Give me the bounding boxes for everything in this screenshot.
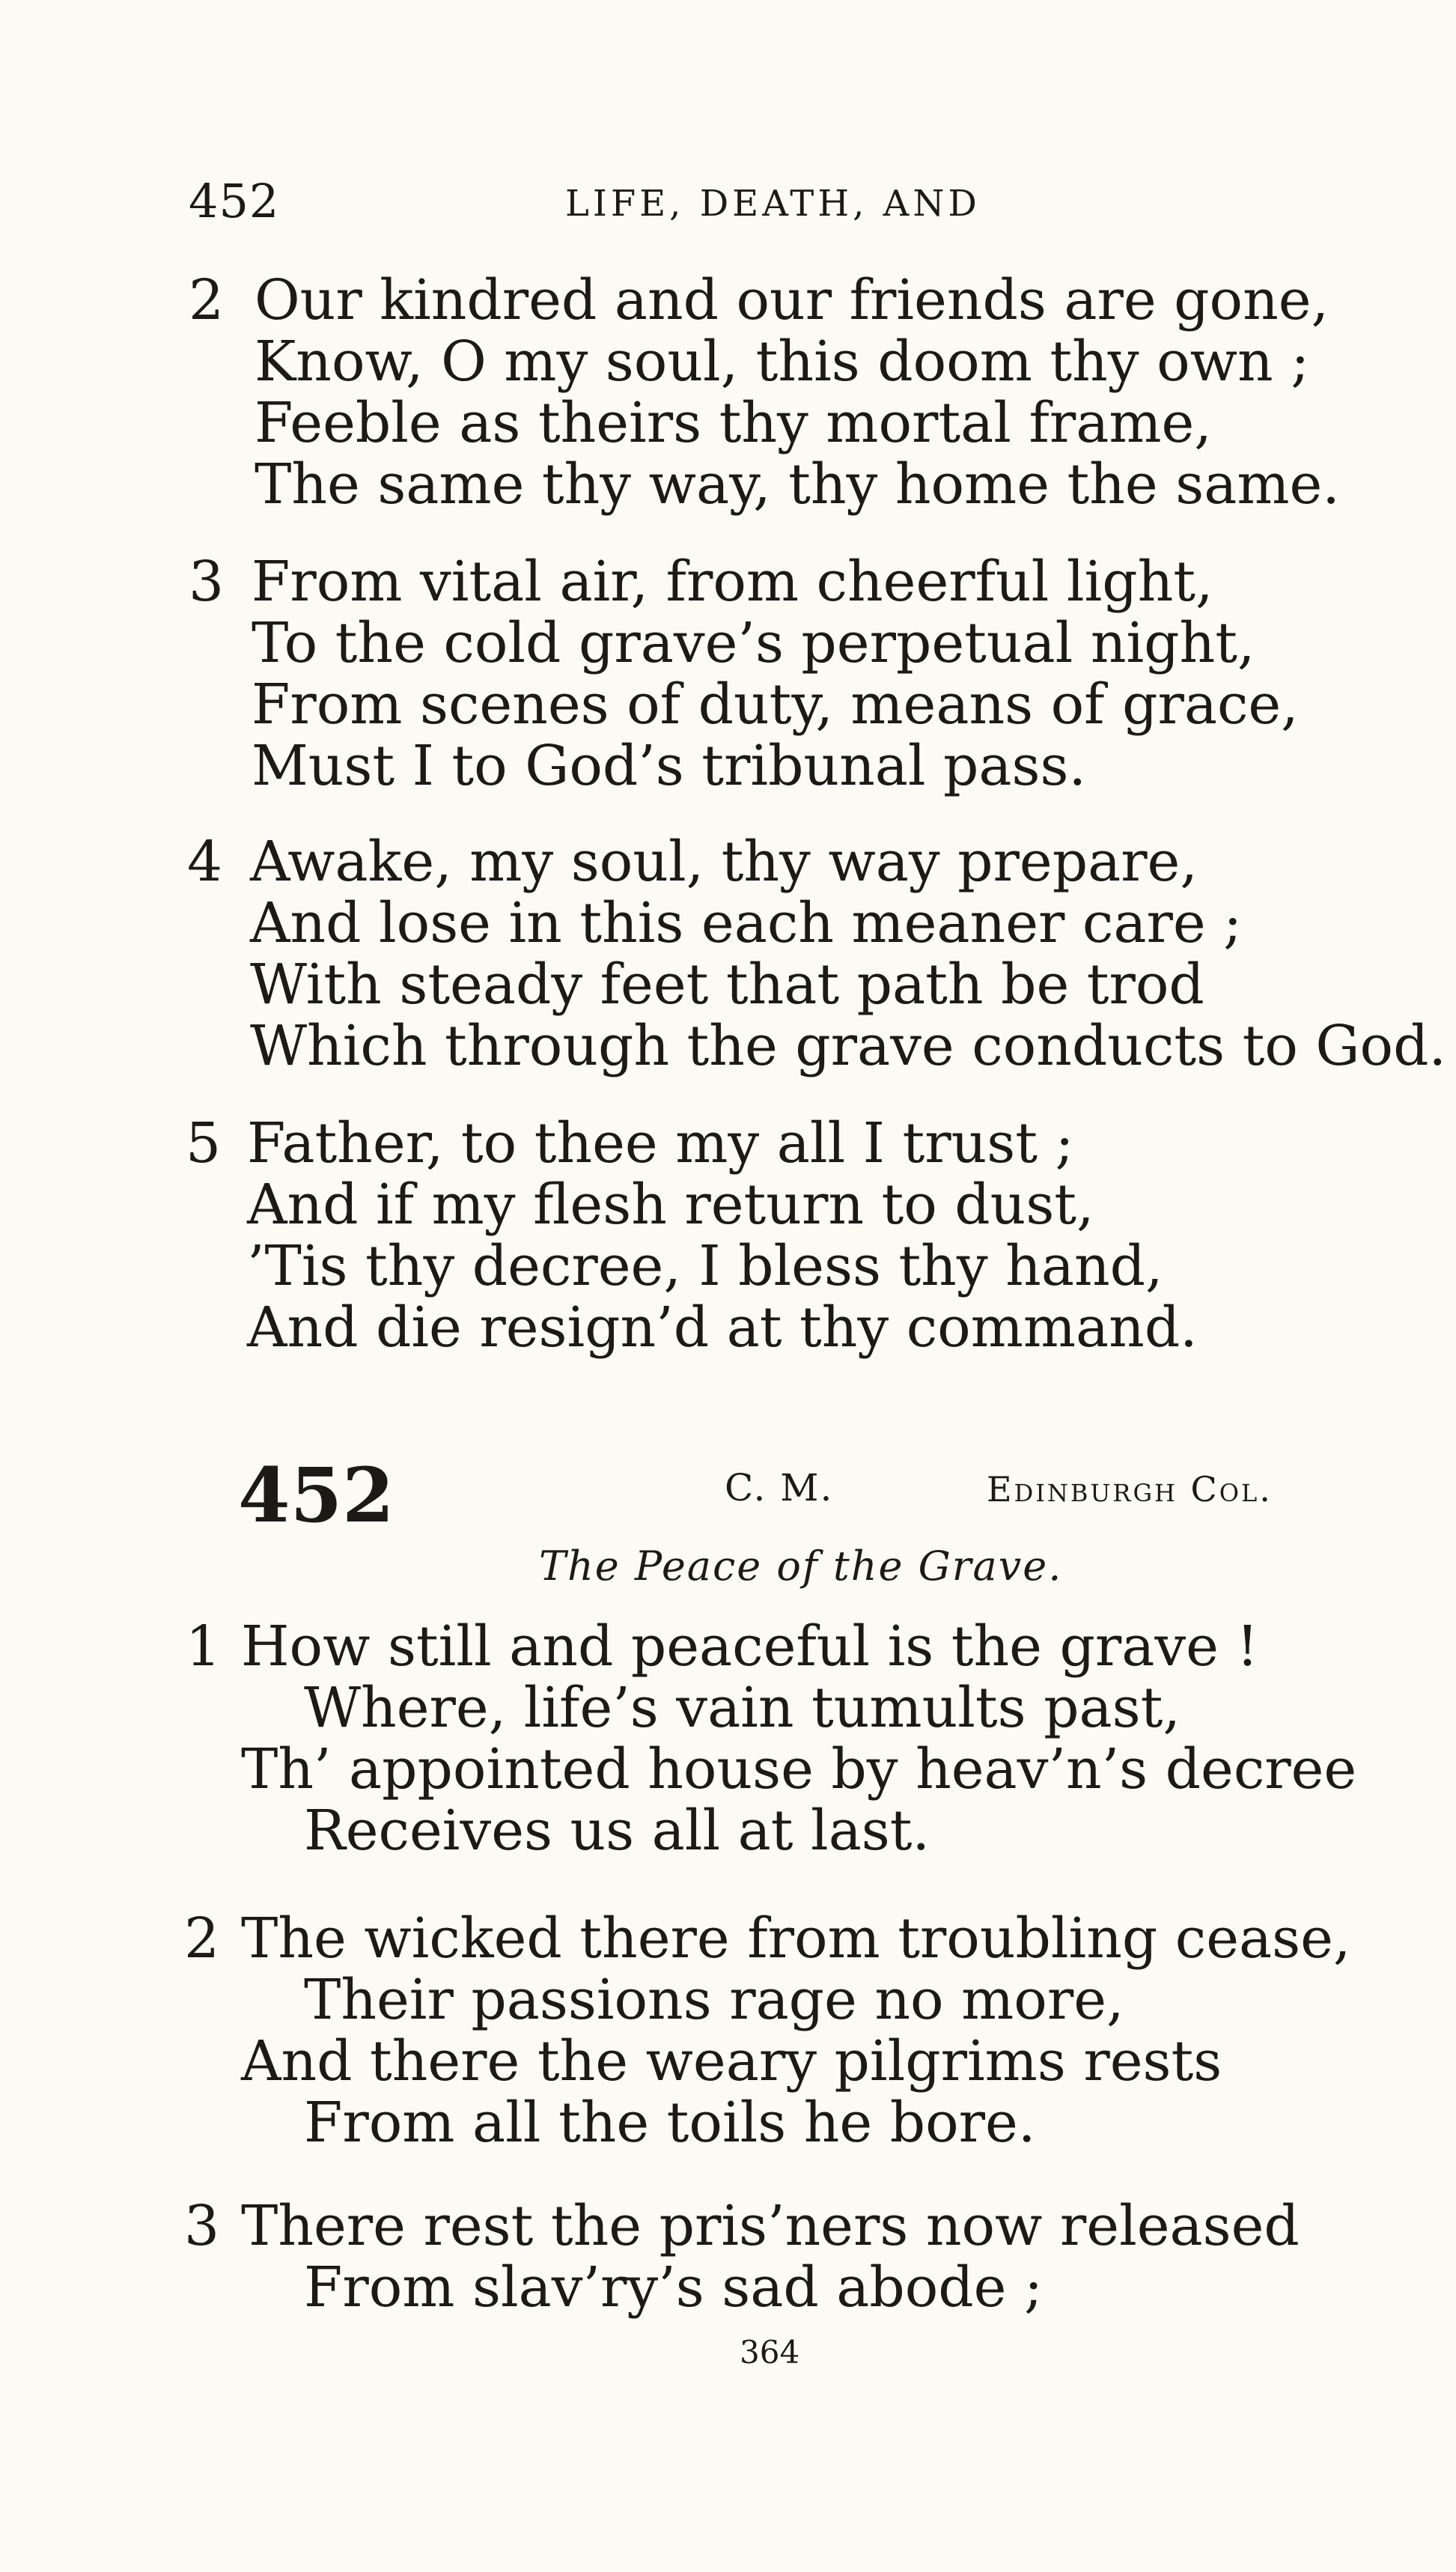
verse-line: From all the toils he bore. <box>304 2091 1036 2155</box>
verse-line: The same thy way, thy home the same. <box>255 452 1340 517</box>
page-number: 452 <box>189 174 280 228</box>
verse-line: Receives us all at last. <box>304 1799 930 1863</box>
verse-line: From vital air, from cheerful light, <box>252 550 1213 614</box>
verse-line: With steady feet that path be trod <box>250 952 1204 1017</box>
verse-line: How still and peaceful is the grave ! <box>241 1614 1259 1679</box>
verse-line: There rest the pris’ners now released <box>241 2194 1300 2258</box>
stanza <box>189 550 1299 798</box>
verse-line: To the cold grave’s perpetual night, <box>252 611 1255 675</box>
stanza-number: 3 <box>184 2194 220 2258</box>
verse-line: From scenes of duty, means of grace, <box>252 672 1299 737</box>
verse-line: ’Tis thy decree, I bless thy hand, <box>247 1234 1163 1298</box>
verse-line: Th’ appointed house by heav’n’s decree <box>241 1737 1357 1802</box>
stanza <box>189 268 1340 517</box>
stanza <box>187 830 1446 1078</box>
stanza-number: 5 <box>186 1111 222 1176</box>
verse-line: And if my flesh return to dust, <box>247 1173 1094 1237</box>
verse-line: And die resign’d at thy command. <box>247 1295 1198 1360</box>
verse-line: The wicked there from troubling cease, <box>241 1906 1351 1971</box>
hymn-title: The Peace of the Grave. <box>539 1542 1063 1590</box>
stanza <box>184 1906 1351 2155</box>
stanza-number: 1 <box>186 1614 222 1679</box>
running-title: LIFE, DEATH, AND <box>565 183 981 225</box>
stanza-number: 2 <box>184 1906 220 1971</box>
hymn-number: 452 <box>238 1451 395 1539</box>
stanza <box>184 2194 1300 2320</box>
hymn-tune: Edinburgh Col. <box>987 1469 1273 1510</box>
verse-line: Know, O my soul, this doom thy own ; <box>255 329 1310 394</box>
verse-line: And there the weary pilgrims rests <box>241 2029 1222 2094</box>
verse-line: Where, life’s vain tumults past, <box>304 1676 1181 1740</box>
verse-line: Must I to God’s tribunal pass. <box>252 734 1087 798</box>
stanza-number: 3 <box>189 550 225 614</box>
stanza <box>186 1614 1357 1863</box>
verse-line: And lose in this each meaner care ; <box>250 891 1243 955</box>
stanza-number: 2 <box>189 268 225 332</box>
hymn-meter: C. M. <box>725 1466 834 1510</box>
signature-number: 364 <box>740 2334 800 2371</box>
stanza-number: 4 <box>187 830 223 894</box>
verse-line: Feeble as theirs thy mortal frame, <box>255 391 1212 455</box>
verse-line: Which through the grave conducts to God. <box>250 1014 1446 1078</box>
verse-line: From slav’ry’s sad abode ; <box>304 2255 1043 2320</box>
verse-line: Father, to thee my all I trust ; <box>247 1111 1074 1176</box>
verse-line: Their passions rage no more, <box>304 1968 1124 2032</box>
verse-line: Awake, my soul, thy way prepare, <box>250 830 1198 894</box>
stanza <box>186 1111 1198 1360</box>
verse-line: Our kindred and our friends are gone, <box>255 268 1329 332</box>
